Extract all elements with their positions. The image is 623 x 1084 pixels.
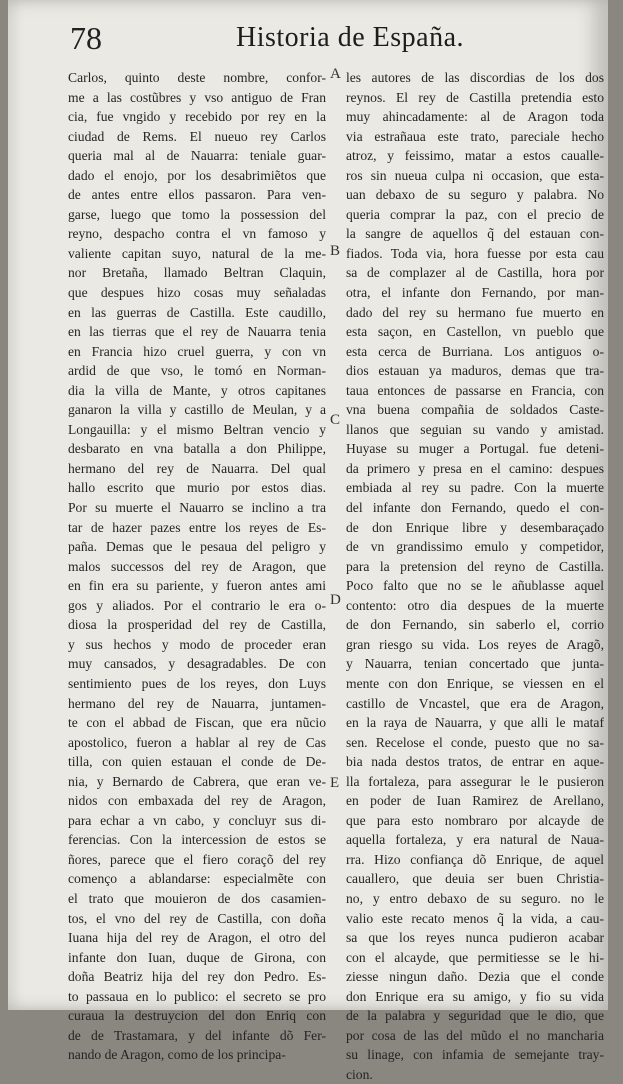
left-column-line: reyno, despacho contra el vn famoso y <box>68 226 326 242</box>
right-column-line: Huyase su muger a Portugal. fue deteni- <box>346 441 604 457</box>
right-column <box>346 68 604 1084</box>
right-column-line: muy ahincadamente: al de Aragon toda <box>346 109 604 125</box>
right-column-line: gran riesgo su vida. Los reyes de Aragõ, <box>346 636 604 652</box>
right-column-line: fiados. Toda via, hora fuesse por esta cau <box>346 245 604 261</box>
left-column-line: que despues hizo cosas muy señaladas <box>68 285 326 301</box>
right-column-line: Poco falto que no se le añublasse aquel <box>346 578 604 594</box>
right-column-line: embiada al rey su padre. Con la muerte <box>346 480 604 496</box>
right-column-line: vna buena compañia de soldados Caste- <box>346 402 604 418</box>
left-column-line: infante don Iuan, duque de Girona, con <box>68 949 326 965</box>
left-column-line: Por su muerte el Nauarro se inclino a tra <box>68 500 326 516</box>
margin-letter-d: D <box>330 592 341 608</box>
left-column-line: doña Beatriz hija del rey don Pedro. Es- <box>68 969 326 985</box>
left-column-line: curaua la destruycion del don Enriq con <box>68 1008 326 1024</box>
left-column-line: dado el enojo, por los desabrimiẽtos que <box>68 167 326 183</box>
right-column-line: por cosa de las del mũdo el no mancharia <box>346 1027 604 1043</box>
left-column-line: nidos con embaxada del rey de Aragon, <box>68 793 326 809</box>
left-column-line: me a las costũbres y vso antiguo de Fran <box>68 89 326 105</box>
left-column-line: tilla, con quien estauan el conde de De- <box>68 754 326 770</box>
margin-letter-b: B <box>330 243 341 259</box>
left-column-line: Carlos, quinto deste nombre, confor- <box>68 70 326 85</box>
right-column-line: no, y entro debaxo de su seguro. no le <box>346 890 604 906</box>
right-column-line: con el alcayde, que permitiesse se le hi- <box>346 949 604 965</box>
right-column-line: reynos. El rey de Castilla pretendia esto <box>346 89 604 105</box>
left-column-line: apostolico, fueron a hablar al rey de Cas <box>68 734 326 750</box>
right-column-line: dado del rey su hermano fue muerto en <box>346 304 604 320</box>
left-column-line: cia, fue vngido y recebido por rey en la <box>68 109 326 125</box>
right-column-line: aquella fortaleza, y era natural de Naua- <box>346 832 604 848</box>
page-number: 78 <box>70 20 102 56</box>
left-column-line: en las tierras que el rey de Nauarra tenia <box>68 324 326 340</box>
right-column-line: en poder de Iuan Ramirez de Arellano, <box>346 793 604 809</box>
left-column-line: te con el abbad de Fiscan, que era nũcio <box>68 715 326 731</box>
left-column-line: garse, luego que tomo la possession del <box>68 206 326 222</box>
left-column-line: to passaua en lo publico: el secreto se pro <box>68 988 326 1004</box>
left-column-line: muy cansados, y desagradables. De con <box>68 656 326 672</box>
book-page <box>8 0 608 1082</box>
right-column-line: ros sin nueua culpa ni occasion, que esta- <box>346 167 604 183</box>
right-column-line: otra, el infante don Fernando, por man- <box>346 285 604 301</box>
right-column-line: queria comprar la paz, con el precio de <box>346 206 604 222</box>
left-column-line: ardid de que vso, le tomó en Norman- <box>68 363 326 379</box>
left-column-line: Iuana hija del rey de Aragon, el otro del <box>68 930 326 946</box>
left-column-line: paña. Demas que le pesaua del peligro y <box>68 539 326 555</box>
right-column-line: de la palabra y seguridad que le dio, que <box>346 1008 604 1024</box>
right-column-line: castillo de Vncastel, que era de Aragon, <box>346 695 604 711</box>
right-column-line: taua entonces de passarse en Francia, con <box>346 382 604 398</box>
right-column-line: les autores de las discordias de los dos <box>346 70 604 85</box>
left-column-line: hermano del rey de Nauarra. Del qual <box>68 460 326 476</box>
left-column-line: nor Bretaña, llamado Beltran Claquin, <box>68 265 326 281</box>
right-column-line: llanos que seguian su vando y amistad. <box>346 421 604 437</box>
right-column-line: de don Fernando, sin saberlo el, corrio <box>346 617 604 633</box>
left-column-line: diosa la prosperidad del rey de Castilla, <box>68 617 326 633</box>
right-column-line: rra. Hizo confiança dõ Enrique, de aquel <box>346 851 604 867</box>
right-column-line: contento: otro dia despues de la muerte <box>346 597 604 613</box>
left-column-line: desbarato en vna batalla a don Philippe, <box>68 441 326 457</box>
left-column-line: sentimiento pues de los reyes, don Luys <box>68 675 326 691</box>
left-column-line: malos successos del rey de Aragon, que <box>68 558 326 574</box>
right-column-line: via estrañaua este trato, pareciale hecho <box>346 128 604 144</box>
right-column-line: esta saçon, en Castellon, vn pueblo que <box>346 324 604 340</box>
right-column-line: la sangre de aquellos q̃ del estauan con- <box>346 226 604 242</box>
left-column-line: nia, y Bernardo de Cabrera, que eran ve- <box>68 773 326 789</box>
right-column-line: dios estauan ya maduros, demas que tra- <box>346 363 604 379</box>
right-column-line: cion. <box>346 1066 373 1082</box>
right-column-line: sen. Recelose el conde, puesto que no sa- <box>346 734 604 750</box>
right-column-line: don Enrique era su amigo, y fio su vida <box>346 988 604 1004</box>
right-column-line: bia nada destos tratos, de entrar en aque- <box>346 754 604 770</box>
left-column <box>68 68 326 1065</box>
margin-letter-e: E <box>330 775 340 791</box>
right-column-line: para la pretension del reyno de Castilla. <box>346 558 604 574</box>
right-column-line: cauallero, que deuia ser buen Christia- <box>346 871 604 887</box>
left-column-line: el trato que mouieron de dos casamien- <box>68 890 326 906</box>
left-column-line: ferencias. Con la intercession de estos se <box>68 832 326 848</box>
right-column-line: y Nauarra, tenian concertado que junta- <box>346 656 604 672</box>
right-column-line: sa que los reyes nunca pudieron acabar <box>346 930 604 946</box>
right-column-line: de vn grandissimo emulo y competidor, <box>346 539 604 555</box>
right-column-line: del infante don Fernando, quedo el con- <box>346 500 604 516</box>
left-column-line: dia la villa de Mante, y otros capitanes <box>68 382 326 398</box>
left-column-line: para echar a vn cabo, y concluyr sus di- <box>68 812 326 828</box>
left-column-line: Longauilla: y el mismo Beltran vencio y <box>68 421 326 437</box>
running-title: Historia de España. <box>236 22 464 53</box>
left-column-line: y sus hechos y modo de proceder eran <box>68 636 326 652</box>
left-column-line: de antes entre ellos passaron. Para ven- <box>68 187 326 203</box>
left-column-line: hallo escrito que murio por estos dias. <box>68 480 326 496</box>
right-column-line: esta cerca de Burriana. Los antiguos o- <box>346 343 604 359</box>
left-column-line: nando de Aragon, como de los principa- <box>68 1047 286 1063</box>
left-column-line: ganaron la villa y castillo de Meulan, y a <box>68 402 326 418</box>
right-column-line: de don Enrique libre y desembaraçado <box>346 519 604 535</box>
left-column-line: de de Trastamara, y del infante dõ Fer- <box>68 1027 326 1043</box>
right-column-line: su linage, con infamia de semejante tray- <box>346 1047 604 1063</box>
left-column-line: hermano del rey de Nauarra, juntamen- <box>68 695 326 711</box>
left-column-line: començo a ablandarse: especialmẽte con <box>68 871 326 887</box>
margin-letter-c: C <box>330 412 341 428</box>
right-column-line: ziesse ningun daño. Dezia que el conde <box>346 969 604 985</box>
margin-letter-a: A <box>330 66 341 82</box>
left-column-line: en Francia hizo cruel guerra, y con vn <box>68 343 326 359</box>
left-column-line: en fin era su pariente, y fueron antes ami <box>68 578 326 594</box>
left-column-line: queria mal al de Nauarra: teniale guar- <box>68 148 326 164</box>
right-column-line: da primero y presa en el camino: despues <box>346 460 604 476</box>
left-column-line: en las guerras de Castilla. Este caudillo, <box>68 304 326 320</box>
right-column-line: en la raya de Nauarra, y que alli le mataf <box>346 715 604 731</box>
right-column-line: sa de complazer al de Castilla, hora por <box>346 265 604 281</box>
right-column-line: mente con don Enrique, se viessen en el <box>346 675 604 691</box>
left-column-line: gos y aliados. Por el contrario le era o- <box>68 597 326 613</box>
left-column-line: valiente capitan suyo, natural de la me- <box>68 245 326 261</box>
left-column-line: tar de hazer pazes entre los reyes de Es- <box>68 519 326 535</box>
right-column-line: uan debaxo de su seguro y palabra. No <box>346 187 604 203</box>
left-column-line: ciudad de Rems. El nueuo rey Carlos <box>68 128 326 144</box>
left-column-line: ñores, parece que el fiero coraçõ del rey <box>68 851 326 867</box>
right-column-line: atroz, y feissimo, matar a estos caualle- <box>346 148 604 164</box>
right-column-line: valio este recato menos q̃ la vida, a cau- <box>346 910 604 926</box>
left-column-line: tos, el vno del rey de Castilla, con doña <box>68 910 326 926</box>
right-column-line: que para esto nombraro por alcayde de <box>346 812 604 828</box>
right-column-line: lla fortaleza, para assegurar le le pusieron <box>346 773 604 789</box>
page-header <box>8 18 608 60</box>
